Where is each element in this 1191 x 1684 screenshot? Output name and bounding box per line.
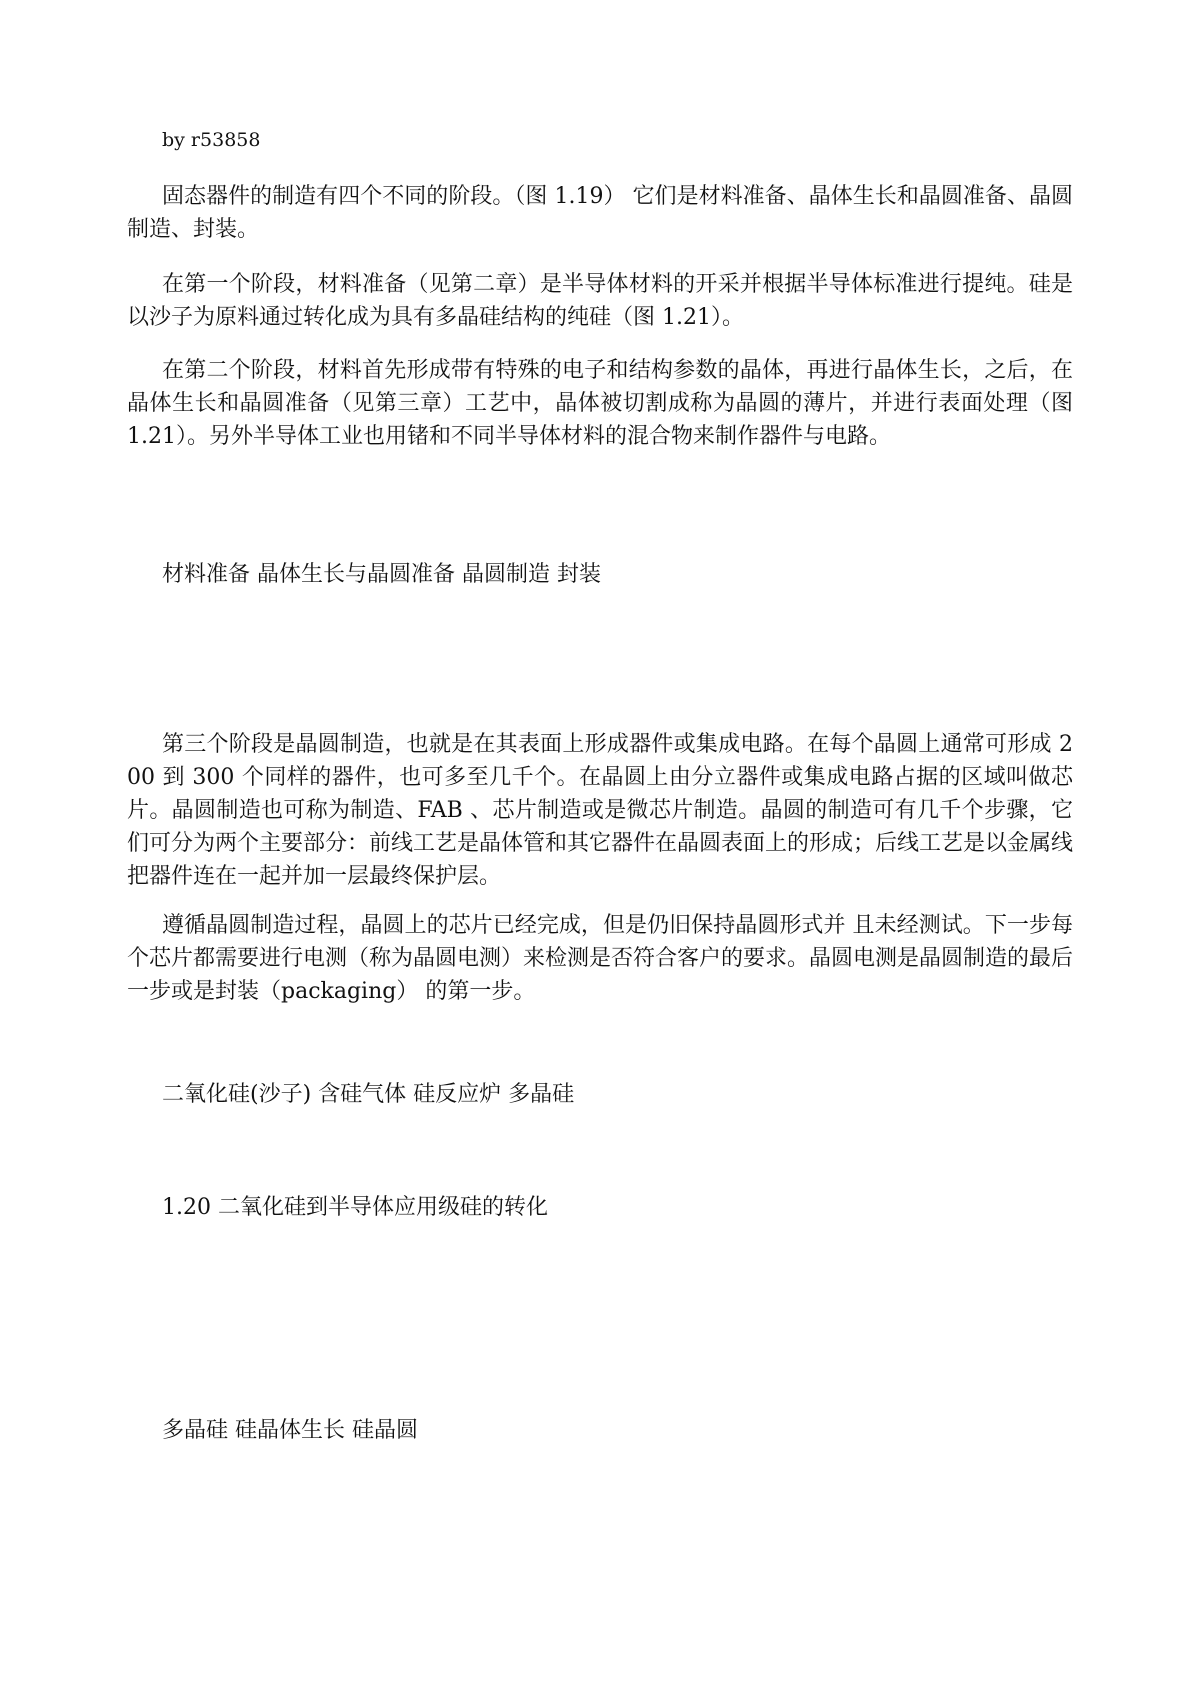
- paragraph-four-stages: 固态器件的制造有四个不同的阶段。（图 1.19） 它们是材料准备、晶体生长和晶圆准备、晶圆制造、封装。: [127, 184, 1073, 242]
- author-line: by r53858: [162, 129, 261, 151]
- paragraph-wafer-test: 遵循晶圆制造过程，晶圆上的芯片已经完成，但是仍旧保持晶圆形式并 且未经测试。下一步每个芯片都需要进行电测（称为晶圆电测）来检测是否符合客户的要求。晶圆电测是晶圆制造的最后一步或是封装（packaging） 的第一步。: [127, 913, 1074, 1004]
- figure-caption-silicon-conversion: 1.20 二氧化硅到半导体应用级硅的转化: [162, 1195, 548, 1220]
- paragraph-stage-two: 在第二个阶段，材料首先形成带有特殊的电子和结构参数的晶体，再进行晶体生长，之后，在晶体生长和晶圆准备（见第三章）工艺中，晶体被切割成称为晶圆的薄片，并进行表面处理（图 1.21）。另外半导体工业也用锗和不同半导体材料的混合物来制作器件与电路。: [127, 358, 1073, 449]
- figure-label-wafer-steps: 多晶硅 硅晶体生长 硅晶圆: [162, 1418, 418, 1443]
- figure-label-silicon-conversion: 二氧化硅(沙子) 含硅气体 硅反应炉 多晶硅: [162, 1082, 575, 1107]
- paragraph-stage-one: 在第一个阶段，材料准备（见第二章）是半导体材料的开采并根据半导体标准进行提纯。硅是以沙子为原料通过转化成为具有多晶硅结构的纯硅（图 1.21）。: [127, 272, 1073, 330]
- figure-label-stages: 材料准备 晶体生长与晶圆准备 晶圆制造 封装: [162, 562, 601, 587]
- paragraph-stage-three: 第三个阶段是晶圆制造，也就是在其表面上形成器件或集成电路。在每个晶圆上通常可形成 200 到 300 个同样的器件，也可多至几千个。在晶圆上由分立器件或集成电路占据的区域叫做芯片。晶圆制造也可称为制造、FAB 、芯片制造或是微芯片制造。晶圆的制造可有几千个步骤，它们可分为两个主要部分：前线工艺是晶体管和其它器件在晶圆表面上的形成；后线工艺是以金属线把器件连在一起并加一层最终保护层。: [127, 732, 1074, 889]
